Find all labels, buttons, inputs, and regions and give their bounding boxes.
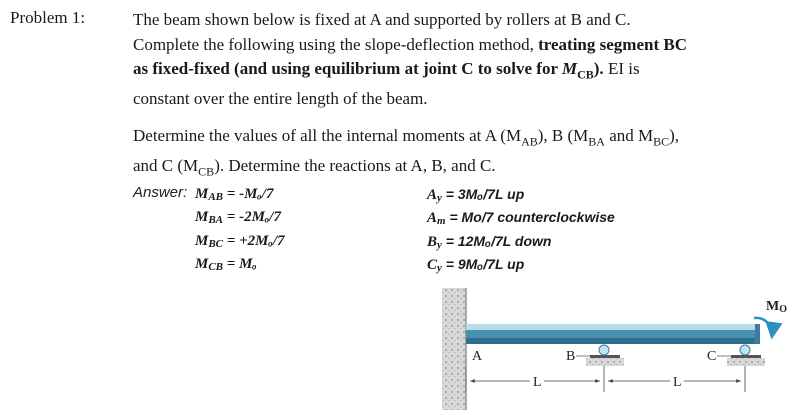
beam-end [755, 324, 760, 344]
answer-mcb-value: = Mₒ [223, 256, 257, 272]
fixed-wall [442, 288, 466, 410]
label-c: C [707, 349, 717, 364]
roller-support-b [586, 345, 624, 366]
mcb-subscript: CB [577, 67, 594, 82]
answer-mab-symbol: M [195, 186, 209, 202]
moment-label: MO [766, 299, 787, 315]
answer-mba-symbol: M [195, 209, 209, 225]
answer-label: Answer: [133, 184, 188, 201]
answer-mba-subscript: BA [208, 214, 224, 226]
task-text-6: ). Determine the reactions at A, B, and C. [214, 155, 496, 175]
dim-label-1: L [533, 375, 542, 390]
answer-by-subscript: y [437, 239, 442, 251]
answer-by-value: = 12Mₒ/7L down [441, 233, 552, 249]
statement-line-4: constant over the entire length of the beam. [133, 88, 428, 108]
answer-cy-value: = 9Mₒ/7L up [441, 256, 525, 272]
answer-ay-value: = 3Mₒ/7L up [441, 186, 525, 202]
answer-cy-subscript: y [437, 262, 442, 274]
answer-mab-subscript: AB [208, 191, 224, 203]
answer-am-subscript: m [437, 215, 446, 227]
answer-mbc-subscript: BC [208, 238, 224, 250]
answer-mcb-symbol: M [195, 256, 209, 272]
statement-text: Complete the following using the slope-deflection method, [133, 34, 539, 54]
statement-emphasis-3: ). [593, 59, 604, 78]
dim-label-2: L [673, 375, 682, 390]
statement-emphasis-2: as fixed-fixed (and using equilibrium at joint C to solve for [133, 59, 562, 78]
answer-ay-subscript: y [437, 192, 442, 204]
mcb-symbol: M [561, 59, 578, 78]
task-text-3: and M [604, 126, 654, 145]
beam-top-highlight [466, 324, 760, 330]
answer-by-symbol: B [427, 234, 438, 250]
label-a: A [472, 349, 483, 364]
task-text-1: Determine the values of all the internal moments at A (M [133, 126, 522, 145]
statement-emphasis-1: treating segment BC [538, 34, 687, 54]
answer-mab-value: = -Mₒ/7 [223, 186, 274, 202]
task-text-4: ), [669, 126, 680, 145]
problem-label: Problem 1: [10, 8, 86, 27]
task-text-5: and C (M [133, 155, 199, 175]
task-sub-ab: AB [521, 134, 538, 149]
statement-ei: EI is [603, 59, 640, 78]
answer-mbc-value: = +2Mₒ/7 [223, 233, 285, 249]
answer-mba-value: = -2Mₒ/7 [223, 209, 281, 225]
beam-bottom-shade [466, 338, 760, 344]
task-sub-ba: BA [588, 134, 605, 149]
statement-line-1: The beam shown below is fixed at A and supported by rollers at B and C. [133, 10, 631, 29]
roller-support-c [727, 345, 765, 366]
answer-ay-symbol: A [427, 187, 438, 203]
answer-am-symbol: A [427, 210, 438, 226]
task-text-2: ), B (M [537, 126, 589, 145]
answer-mcb-subscript: CB [208, 261, 224, 273]
label-b: B [566, 349, 576, 364]
answer-mbc-symbol: M [195, 233, 209, 249]
answer-cy-symbol: C [427, 257, 438, 273]
answer-am-value: = Mo/7 counterclockwise [445, 209, 615, 225]
task-sub-cb: CB [198, 164, 215, 179]
task-sub-bc: BC [653, 134, 670, 149]
